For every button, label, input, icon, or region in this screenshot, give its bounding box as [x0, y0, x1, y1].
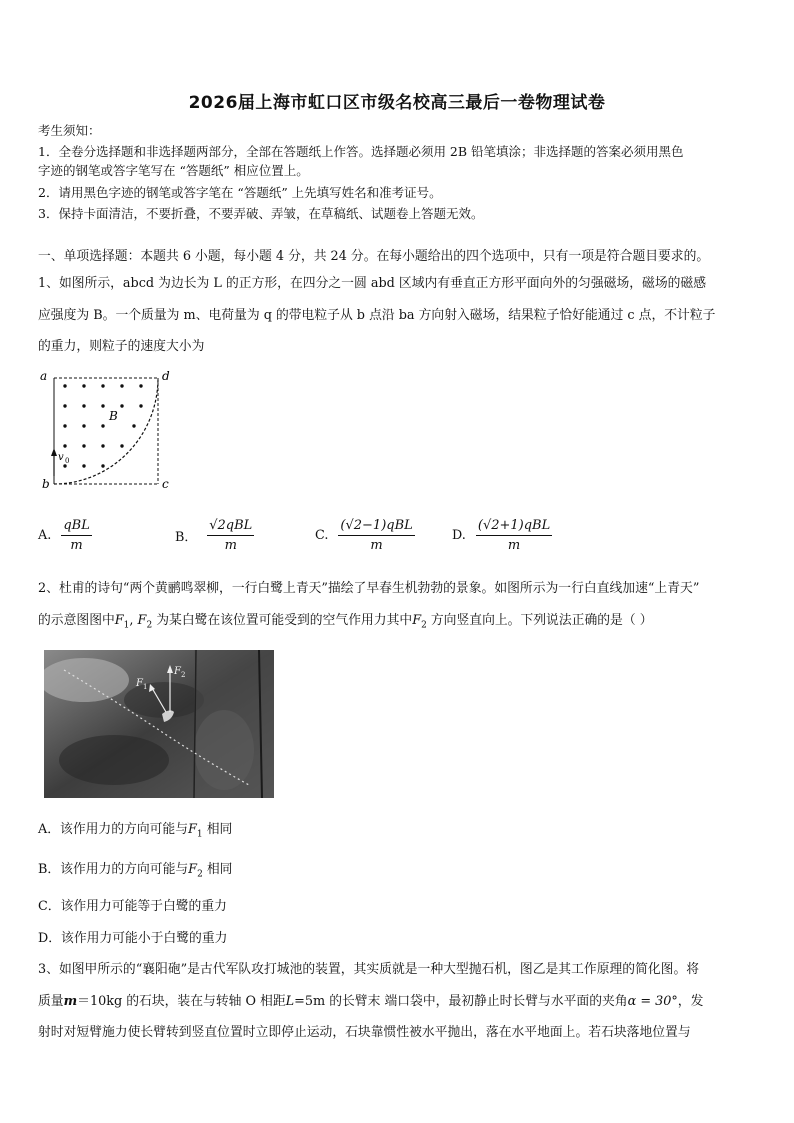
velocity-arrowhead [51, 448, 57, 456]
q3-text-fragment: 质量 [38, 994, 64, 1009]
q3-mass-symbol: m [63, 994, 78, 1009]
fraction-numerator: √2qBL [207, 518, 254, 536]
section-heading: 一、单项选择题：本题共 6 小题，每小题 4 分，共 24 分。在每小题给出的四个选项中，只有一项是符合题目要求的。 [38, 249, 710, 264]
fraction-denominator: m [70, 537, 83, 553]
q3-text-line-3: 射时对短臂施力使长臂转到竖直位置时立即停止运动，石块靠惯性被水平抛出，落在水平地面上。若石块落地位置与 [38, 1025, 691, 1040]
choice-text: A．该作用力的方向可能与 [38, 822, 189, 837]
q1-option-a[interactable] [38, 512, 92, 558]
notice-heading: 考生须知： [38, 123, 101, 138]
notice-item-1a: 1．全卷分选择题和非选择题两部分，全部在答题纸上作答。选择题必须用 2B 铅笔填涂；非选择题的答案必须用黑色 [38, 144, 684, 159]
notice-item-2: 2．请用黑色字迹的钢笔或答字笔在 “答题纸” 上先填写姓名和准考证号。 [38, 185, 442, 200]
q1-text-line-1: 1、如图所示，abcd 为边长为 L 的正方形，在四分之一圆 abd 区域内有垂直正方形平面向外的匀强磁场，磁场的磁感 [38, 276, 707, 291]
q2-force-symbol: F [412, 613, 422, 628]
cloud-shape [59, 735, 169, 785]
choice-force-symbol: F [188, 862, 198, 877]
q3-length-symbol: L [285, 994, 295, 1009]
force-f1-subscript: 1 [143, 683, 148, 691]
fraction [476, 518, 552, 553]
force-f2-subscript: 2 [181, 671, 186, 679]
q3-text-line-1: 3、如图甲所示的“襄阳砲”是古代军队攻打城池的装置，其实质就是一种大型抛石机，图乙是其工作原理的简化图。将 [38, 962, 700, 977]
v0-label: v [58, 452, 64, 463]
q3-text-fragment: ＝10kg 的石块，装在与转轴 O 相距 [77, 994, 286, 1009]
field-dots [63, 384, 142, 467]
field-b-label: B [109, 409, 118, 423]
choice-text: 相同 [202, 822, 233, 837]
fraction-numerator: (√2+1)qBL [476, 518, 552, 536]
q2-text-fragment: , [129, 613, 138, 628]
q2-force-symbol: F [114, 613, 124, 628]
q3-angle-expression: α = 30° [627, 994, 678, 1009]
choice-text: B．该作用力的方向可能与 [38, 862, 189, 877]
option-label: A. [38, 527, 52, 543]
q2-force-subscript: 2 [421, 620, 427, 631]
q2-choice-b[interactable] [38, 858, 232, 880]
fraction [207, 518, 254, 553]
q1-text-line-2: 应强度为 B。一个质量为 m、电荷量为 q 的带电粒子从 b 点沿 ba 方向射入磁场，结果粒子恰好能通过 c 点，不计粒子 [38, 308, 716, 323]
exam-title: 2026届上海市虹口区市级名校高三最后一卷物理试卷 [188, 93, 606, 113]
corner-d-label: d [162, 369, 170, 383]
q2-choice-a[interactable] [38, 818, 232, 840]
option-label: C. [315, 527, 329, 543]
choice-text: 相同 [202, 862, 233, 877]
q1-option-c[interactable] [315, 512, 415, 558]
q2-force-subscript: 2 [146, 620, 153, 631]
q1-text-line-3: 的重力，则粒子的速度大小为 [38, 339, 205, 354]
corner-b-label: b [42, 477, 50, 488]
q2-force-subscript: 1 [123, 620, 130, 631]
fraction-denominator: m [224, 537, 237, 553]
q3-text-fragment: =5m 的长臂末 端口袋中，最初静止时长臂与水平面的夹角 [294, 994, 628, 1009]
q2-text-fragment: 的示意图图中 [38, 613, 115, 628]
corner-a-label: a [40, 369, 48, 383]
choice-force-symbol: F [188, 822, 197, 837]
choice-force-subscript: 1 [196, 829, 203, 840]
force-f1-label: F [136, 678, 143, 689]
option-label: B． [175, 529, 198, 545]
q1-magnetic-field-figure [38, 368, 178, 488]
q3-text-fragment: ，发 [677, 994, 704, 1009]
q2-choice-c[interactable]: C．该作用力可能等于白鹭的重力 [38, 899, 227, 914]
q2-text-line-2 [38, 609, 758, 631]
quarter-circle-arc [54, 378, 158, 484]
notice-item-3: 3．保持卡面清洁，不要折叠，不要弄破、弄皱，在草稿纸、试题卷上答题无效。 [38, 206, 484, 221]
fraction [61, 518, 92, 553]
q2-choice-d[interactable]: D．该作用力可能小于白鹭的重力 [38, 931, 228, 946]
force-f2-label: F [174, 666, 181, 677]
q1-option-b[interactable] [175, 512, 254, 558]
v0-subscript: 0 [65, 457, 70, 465]
option-label: D. [452, 527, 466, 543]
choice-force-subscript: 2 [197, 869, 203, 880]
q2-force-symbol: F [137, 613, 147, 628]
q3-text-line-2 [38, 990, 758, 1009]
fraction [338, 518, 414, 553]
fraction-denominator: m [370, 537, 383, 553]
q2-text-fragment: 方向竖直向上。下列说法正确的是（ ） [426, 613, 653, 628]
fraction-denominator: m [507, 537, 521, 553]
notice-item-1b: 字迹的钢笔或答字笔写在 “答题纸” 相应位置上。 [38, 163, 309, 178]
q1-option-d[interactable] [452, 512, 552, 558]
corner-c-label: c [162, 477, 169, 488]
egret-photo [44, 650, 274, 798]
fraction-numerator: (√2−1)qBL [338, 518, 414, 536]
q1-options [38, 512, 598, 558]
q2-text-line-1: 2、杜甫的诗句“两个黄鹂鸣翠柳，一行白鹭上青天”描绘了早春生机勃勃的景象。如图所示为一行白直线加速“上青天” [38, 581, 700, 596]
q2-text-fragment: 为某白鹭在该位置可能受到的空气作用力其中 [152, 613, 413, 628]
fraction-numerator: qBL [61, 518, 92, 536]
